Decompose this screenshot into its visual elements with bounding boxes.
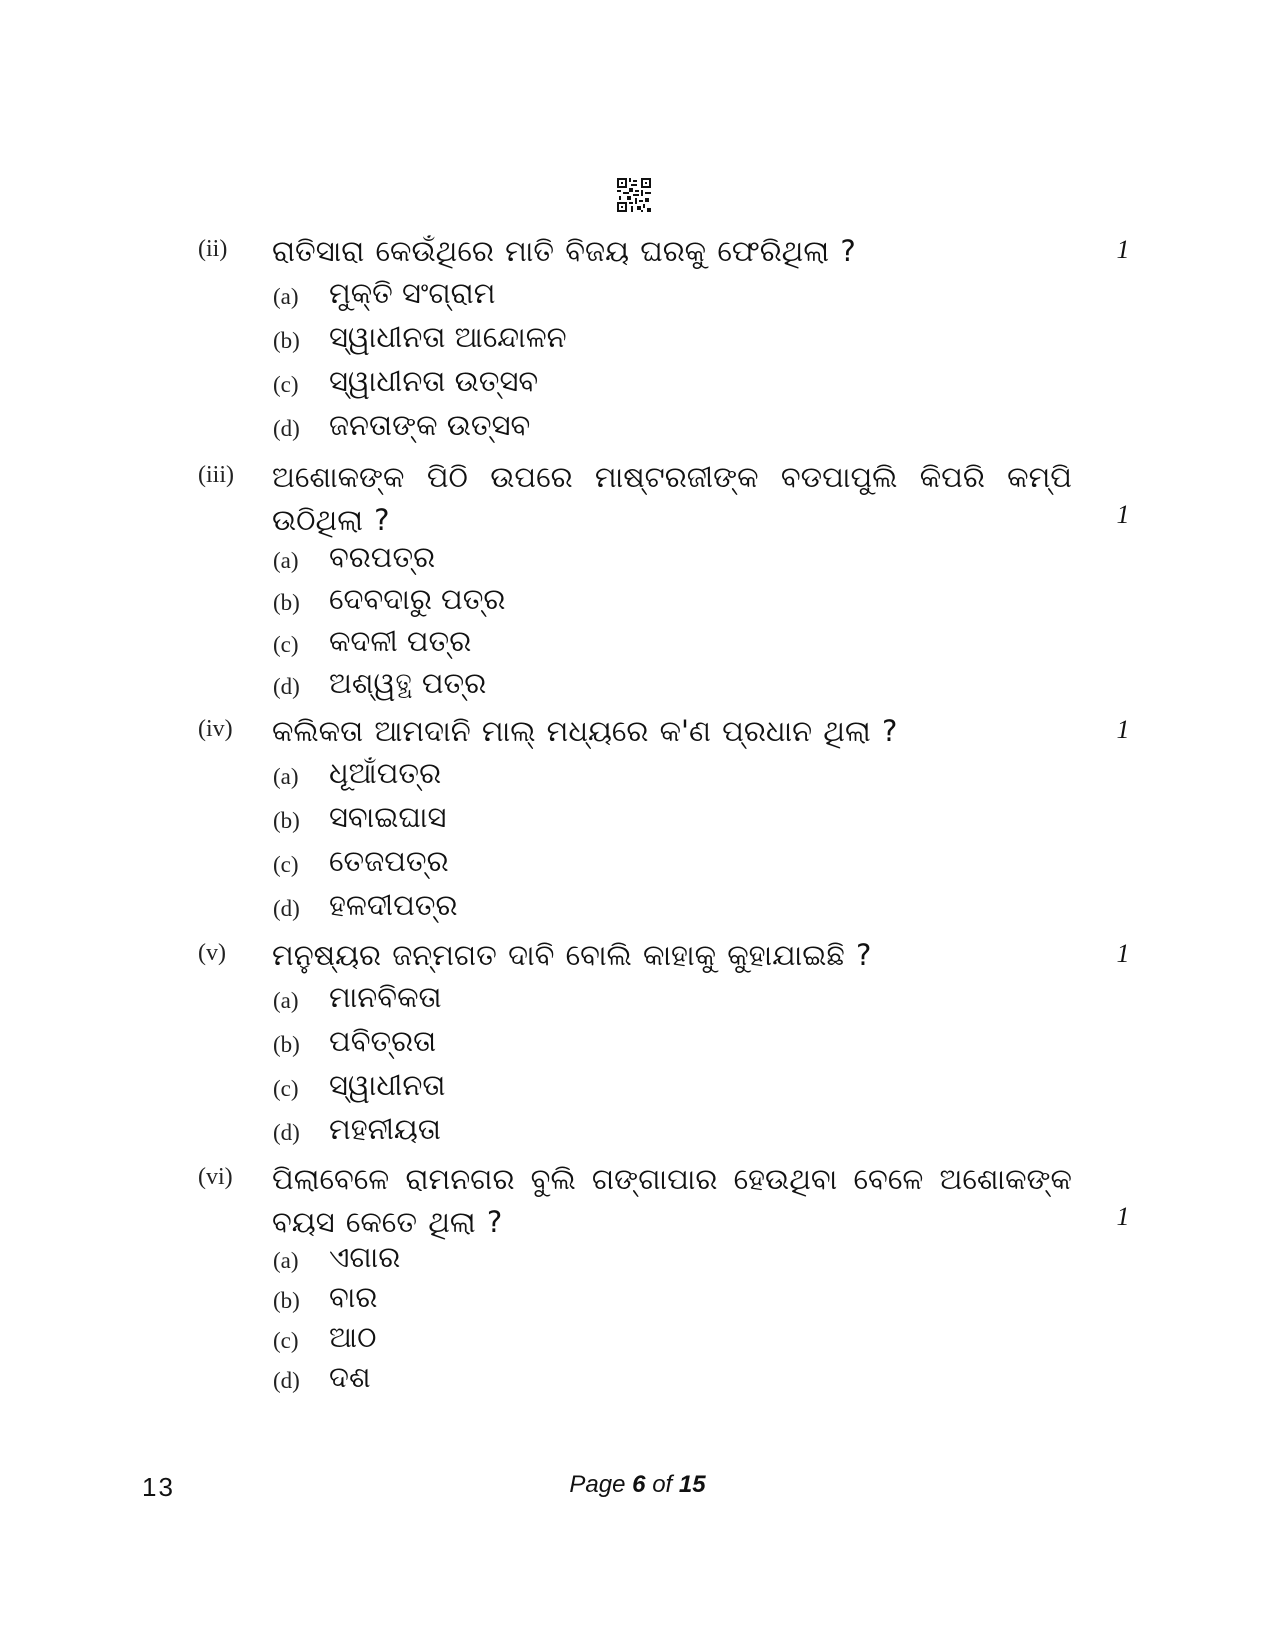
page-total: 15	[678, 1471, 706, 1498]
option-label: (b)	[273, 328, 300, 353]
question-text: ପିଲାବେଳେ ରାମନଗର ବୁଲି ଗଙ୍ଗାପାର ହେଉଥିବା ବେଳେ ଅଶୋକଙ୍କ ବୟସ କେତେ ଥିଲା ?	[272, 1162, 1072, 1239]
option-label: (b)	[273, 590, 300, 615]
question-marks: 1	[1116, 500, 1130, 529]
question-marks: 1	[1116, 715, 1130, 744]
option	[0, 844, 1275, 888]
option	[0, 1240, 1275, 1284]
question-number: (iii)	[198, 462, 234, 488]
option-text: ହଳଦୀପତ୍ର	[329, 888, 458, 922]
option-label: (a)	[273, 284, 299, 309]
option-text: ବରପତ୍ର	[329, 540, 436, 574]
option-label: (b)	[273, 1288, 300, 1313]
question-number: (ii)	[198, 236, 228, 262]
option-text: ଏଗାର	[329, 1240, 401, 1274]
option	[0, 1112, 1275, 1156]
option	[0, 408, 1275, 452]
option	[0, 1068, 1275, 1112]
page-current: 6	[632, 1471, 646, 1498]
option-text: ଅଶ୍ୱତ୍ଥ ପତ୍ର	[329, 666, 487, 700]
option-text: ଦଶ	[329, 1360, 371, 1394]
option	[0, 320, 1275, 364]
option	[0, 980, 1275, 1024]
page-of: of	[652, 1471, 673, 1498]
question-marks: 1	[1116, 939, 1130, 968]
option-label: (c)	[273, 1076, 299, 1101]
option-label: (c)	[273, 372, 299, 397]
option-text: ଜନତାଙ୍କ ଉତ୍ସବ	[329, 408, 531, 442]
option-label: (a)	[273, 988, 299, 1013]
option	[0, 888, 1275, 932]
option-label: (c)	[273, 852, 299, 877]
option-text: ମାନବିକତା	[329, 980, 442, 1014]
option	[0, 756, 1275, 800]
option-label: (a)	[273, 1248, 299, 1273]
option-label: (d)	[273, 896, 300, 921]
option-label: (c)	[273, 632, 299, 657]
option	[0, 624, 1275, 668]
option-label: (d)	[273, 674, 300, 699]
option	[0, 1360, 1275, 1404]
option	[0, 582, 1275, 626]
option	[0, 800, 1275, 844]
option-label: (c)	[273, 1328, 299, 1353]
option	[0, 1280, 1275, 1324]
paper-code: 13	[142, 1472, 175, 1502]
question-text: ରାତିସାରା କେଉଁଥିରେ ମାତି ବିଜୟ ଘରକୁ ଫେରିଥିଲା ?	[272, 234, 856, 268]
option-label: (a)	[273, 764, 299, 789]
option	[0, 276, 1275, 320]
option-label: (d)	[273, 416, 300, 441]
option	[0, 1024, 1275, 1068]
option	[0, 666, 1275, 710]
question-number: (vi)	[198, 1164, 233, 1190]
option-text: ସବାଇଘାସ	[329, 800, 447, 834]
option-text: ସ୍ୱାଧୀନତା ଉତ୍ସବ	[329, 364, 539, 398]
option-text: ପବିତ୍ରତା	[329, 1024, 437, 1058]
question-text: ମନୁଷ୍ୟର ଜନ୍ମଗତ ଦାବି ବୋଲି କାହାକୁ କୁହାଯାଇଛି ?	[272, 938, 872, 972]
option-text: ବାର	[329, 1280, 378, 1314]
option-label: (b)	[273, 1032, 300, 1057]
question-number: (v)	[198, 940, 226, 966]
option	[0, 540, 1275, 584]
option-text: କଦଳୀ ପତ୍ର	[329, 624, 472, 658]
option-label: (b)	[273, 808, 300, 833]
option-text: ସ୍ୱାଧୀନତା ଆନ୍ଦୋଳନ	[329, 320, 567, 354]
option-text: ସ୍ୱାଧୀନତା	[329, 1068, 446, 1102]
question-marks: 1	[1116, 235, 1130, 264]
option-text: ମହନୀୟତା	[329, 1112, 441, 1146]
option-label: (d)	[273, 1368, 300, 1393]
question-number: (iv)	[198, 716, 233, 742]
option-text: ମୁକ୍ତି ସଂଗ୍ରାମ	[329, 276, 496, 310]
question-text: ଅଶୋକଙ୍କ ପିଠି ଉପରେ ମାଷ୍ଟରଜୀଙ୍କ ବଡପାପୁଲି କିପରି କମ୍ପି ଉଠିଥିଲା ?	[272, 460, 1072, 537]
option-label: (d)	[273, 1120, 300, 1145]
option	[0, 1320, 1275, 1364]
question-marks: 1	[1116, 1202, 1130, 1231]
page-prefix: Page	[569, 1471, 626, 1498]
question-text: କଲିକତା ଆମଦାନି ମାଲ୍ ମଧ୍ୟରେ କ'ଣ ପ୍ରଧାନ ଥିଲା ?	[272, 714, 898, 748]
option-text: ଦେବଦାରୁ ପତ୍ର	[329, 582, 506, 616]
option	[0, 364, 1275, 408]
qr-code-icon	[617, 178, 651, 212]
option-text: ତେଜପତ୍ର	[329, 844, 449, 878]
option-text: ଆଠ	[329, 1320, 377, 1354]
page-number	[0, 1471, 1275, 1499]
option-text: ଧୂଆଁପତ୍ର	[329, 756, 442, 790]
option-label: (a)	[273, 548, 299, 573]
